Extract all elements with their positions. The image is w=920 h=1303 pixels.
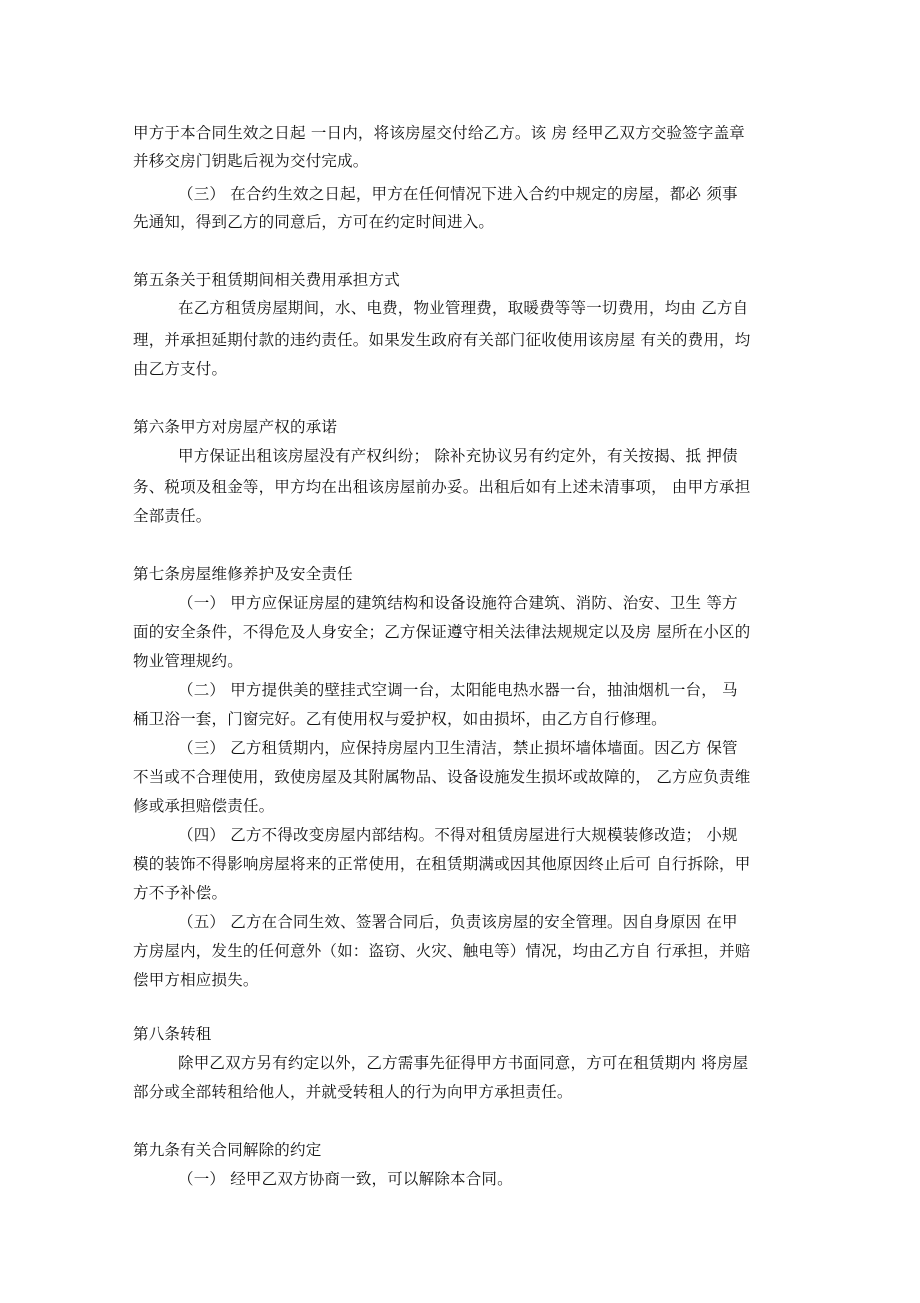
text-line: 模的装饰不得影响房屋将来的正常使用，在租赁期满或因其他原因终止后可 自行拆除，甲 [133,855,751,873]
clause-item: （五） 乙方在合同生效、签署合同后，负责该房屋的安全管理。因自身原因 在甲 [178,913,738,931]
text-line: 桶卫浴一套，门窗完好。乙有使用权与爱护权，如由损坏，由乙方自行修理。 [133,710,667,728]
text-line: 务、税项及租金等，甲方均在出租该房屋前办妥。出租后如有上述未清事项， 由甲方承担 [133,478,751,496]
text-line: 全部责任。 [133,507,212,525]
text-line: 面的安全条件，不得危及人身安全；乙方保证遵守相关法律法规规定以及房 屋所在小区的 [133,623,751,641]
article-heading: 第七条房屋维修养护及安全责任 [133,565,353,583]
article-heading: 第九条有关合同解除的约定 [133,1141,322,1159]
text-line: 理，并承担延期付款的违约责任。如果发生政府有关部门征收使用该房屋 有关的费用，均 [133,331,751,349]
text-line: 并移交房门钥匙后视为交付完成。 [133,152,369,170]
clause-item: （三） 乙方租赁期内，应保持房屋内卫生清洁，禁止损坏墙体墙面。因乙方 保管 [178,739,738,757]
text-line: 物业管理规约。 [133,652,243,670]
clause-item: （一） 经甲乙双方协商一致，可以解除本合同。 [178,1170,513,1188]
text-line: 方房屋内，发生的任何意外（如：盗窃、火灾、触电等）情况，均由乙方自 行承担，并赔 [133,942,751,960]
clause-item: （四） 乙方不得改变房屋内部结构。不得对租赁房屋进行大规模装修改造； 小规 [178,826,738,844]
text-line: 甲方于本合同生效之日起 一日内，将该房屋交付给乙方。该 房 经甲乙双方交验签字盖章 [133,124,745,142]
text-line: 不当或不合理使用，致使房屋及其附属物品、设备设施发生损坏或故障的， 乙方应负责维 [133,768,751,786]
text-line: 方不予补偿。 [133,884,228,902]
article-heading: 第五条关于租赁期间相关费用承担方式 [133,271,400,289]
article-heading: 第八条转租 [133,1025,212,1043]
text-line: 偿甲方相应损失。 [133,971,259,989]
clause-item: （三） 在合约生效之日起，甲方在任何情况下进入合约中规定的房屋，都必 须事 [178,185,738,203]
clause-item: （一） 甲方应保证房屋的建筑结构和设备设施符合建筑、消防、治安、卫生 等方 [178,594,738,612]
paragraph-line: 甲方保证出租该房屋没有产权纠纷； 除补充协议另有约定外，有关按揭、抵 押债 [178,447,738,465]
paragraph-line: 在乙方租赁房屋期间，水、电费，物业管理费，取暖费等等一切费用，均由 乙方自 [178,299,749,317]
text-line: 部分或全部转租给他人，并就受转租人的行为向甲方承担责任。 [133,1083,573,1101]
text-line: 修或承担赔偿责任。 [133,797,275,815]
text-line: 先通知，得到乙方的同意后，方可在约定时间进入。 [133,213,495,231]
clause-item: （二） 甲方提供美的壁挂式空调一台，太阳能电热水器一台，抽油烟机一台， 马 [178,681,738,699]
text-line: 由乙方支付。 [133,360,228,378]
paragraph-line: 除甲乙双方另有约定以外，乙方需事先征得甲方书面同意，方可在租赁期内 将房屋 [178,1054,749,1072]
article-heading: 第六条甲方对房屋产权的承诺 [133,418,338,436]
